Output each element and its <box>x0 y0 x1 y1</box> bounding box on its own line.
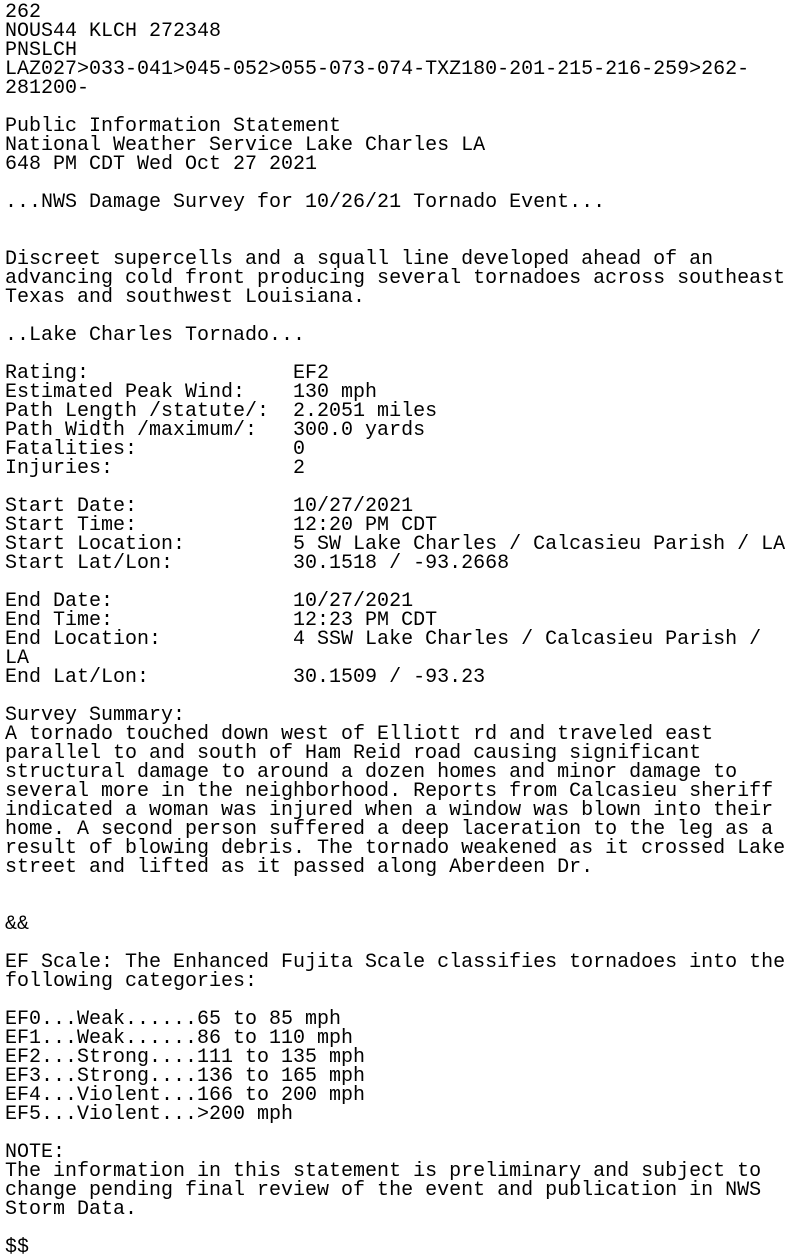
event-stat-label: Rating: <box>5 362 294 385</box>
end-info-label: End Location: <box>5 628 294 651</box>
event-stat-value: 2.2051 miles <box>293 400 438 423</box>
awips-id: PNSLCH <box>5 39 78 62</box>
blank-line <box>5 1124 785 1143</box>
blank-line <box>5 212 785 231</box>
event-stat-value: 0 <box>293 438 306 461</box>
issuing-office: National Weather Service Lake Charles LA <box>5 134 486 157</box>
survey-line: home. A second person suffered a deep laceration to the leg as a <box>5 818 774 841</box>
end-info-value: 12:23 PM CDT <box>293 609 438 632</box>
event-stat-label: Estimated Peak Wind: <box>5 381 294 404</box>
end-info-value: 30.1509 / -93.23 <box>293 666 486 689</box>
survey-heading: Survey Summary: <box>5 704 186 727</box>
survey-line: street and lifted as it passed along Aberdeen Dr. <box>5 856 594 879</box>
end-info-value: 10/27/2021 <box>293 590 414 613</box>
ef-scale-row: EF3...Strong....136 to 165 mph <box>5 1065 366 1088</box>
end-marker: $$ <box>5 1236 30 1259</box>
event-stat-value: EF2 <box>293 362 330 385</box>
product-name: Public Information Statement <box>5 115 342 138</box>
ef-scale-intro: following categories: <box>5 970 258 993</box>
event-stat-value: 300.0 yards <box>293 419 426 442</box>
issue-time: 648 PM CDT Wed Oct 27 2021 <box>5 153 318 176</box>
event-stat-value: 130 mph <box>293 381 378 404</box>
end-info-value: 4 SSW Lake Charles / Calcasieu Parish / <box>293 628 762 651</box>
intro-line: Texas and southwest Louisiana. <box>5 286 366 309</box>
start-info-label: Start Lat/Lon: <box>5 552 294 575</box>
start-info-value: 30.1518 / -93.2668 <box>293 552 510 575</box>
note-line: The information in this statement is preliminary and subject to <box>5 1160 762 1183</box>
survey-line: indicated a woman was injured when a window was blown into their <box>5 799 774 822</box>
end-info <box>5 630 785 649</box>
start-info-label: Start Time: <box>5 514 294 537</box>
event-stat <box>5 459 785 478</box>
survey-line: A tornado touched down west of Elliott rd and traveled east <box>5 723 714 746</box>
event-stat-label: Path Width /maximum/: <box>5 419 294 442</box>
survey-line: several more in the neighborhood. Reports from Calcasieu sheriff <box>5 780 774 803</box>
blank-line <box>5 1219 785 1238</box>
ef-scale-row: EF2...Strong....111 to 135 mph <box>5 1046 366 1069</box>
event-stat-value: 2 <box>293 457 306 480</box>
start-info-value: 12:20 PM CDT <box>293 514 438 537</box>
ef-scale-intro: EF Scale: The Enhanced Fujita Scale classifies tornadoes into the <box>5 951 786 974</box>
ef-scale-row: EF1...Weak......86 to 110 mph <box>5 1027 354 1050</box>
ef-scale-row: EF0...Weak......65 to 85 mph <box>5 1008 342 1031</box>
section-separator: && <box>5 913 30 936</box>
start-info-value: 5 SW Lake Charles / Calcasieu Parish / LA <box>293 533 786 556</box>
start-info-label: Start Date: <box>5 495 294 518</box>
end-info-label: End Date: <box>5 590 294 613</box>
ef-scale-row: EF4...Violent...166 to 200 mph <box>5 1084 366 1107</box>
note-line: change pending final review of the event and publication in NWS <box>5 1179 762 1202</box>
end-info-label: End Time: <box>5 609 294 632</box>
survey-line: result of blowing debris. The tornado weakened as it crossed Lake <box>5 837 786 860</box>
event-stat-label: Injuries: <box>5 457 294 480</box>
start-info-label: Start Location: <box>5 533 294 556</box>
start-info-value: 10/27/2021 <box>293 495 414 518</box>
start-info <box>5 554 785 573</box>
note-heading: NOTE: <box>5 1141 66 1164</box>
intro-line: Discreet supercells and a squall line developed ahead of an <box>5 248 714 271</box>
survey-line: structural damage to around a dozen homes and minor damage to <box>5 761 738 784</box>
wmo-header: NOUS44 KLCH 272348 <box>5 20 222 43</box>
ef-scale-row: EF5...Violent...>200 mph <box>5 1103 294 1126</box>
event-heading: ..Lake Charles Tornado... <box>5 324 306 347</box>
end-info-continuation: LA <box>5 647 30 670</box>
blank-line <box>5 877 785 896</box>
blank-line <box>5 896 785 915</box>
event-stat-label: Path Length /statute/: <box>5 400 294 423</box>
ugc-line: 281200- <box>5 77 90 100</box>
headline: ...NWS Damage Survey for 10/26/21 Tornado Event... <box>5 191 606 214</box>
note-line: Storm Data. <box>5 1198 138 1221</box>
ugc-line: LAZ027>033-041>045-052>055-073-074-TXZ180-201-215-216-259>262- <box>5 58 750 81</box>
wmo-sequence: 262 <box>5 1 42 24</box>
end-info <box>5 668 785 687</box>
end-info-label: End Lat/Lon: <box>5 666 294 689</box>
intro-line: advancing cold front producing several tornadoes across southeast <box>5 267 786 290</box>
survey-line: parallel to and south of Ham Reid road causing significant <box>5 742 702 765</box>
event-stat-label: Fatalities: <box>5 438 294 461</box>
